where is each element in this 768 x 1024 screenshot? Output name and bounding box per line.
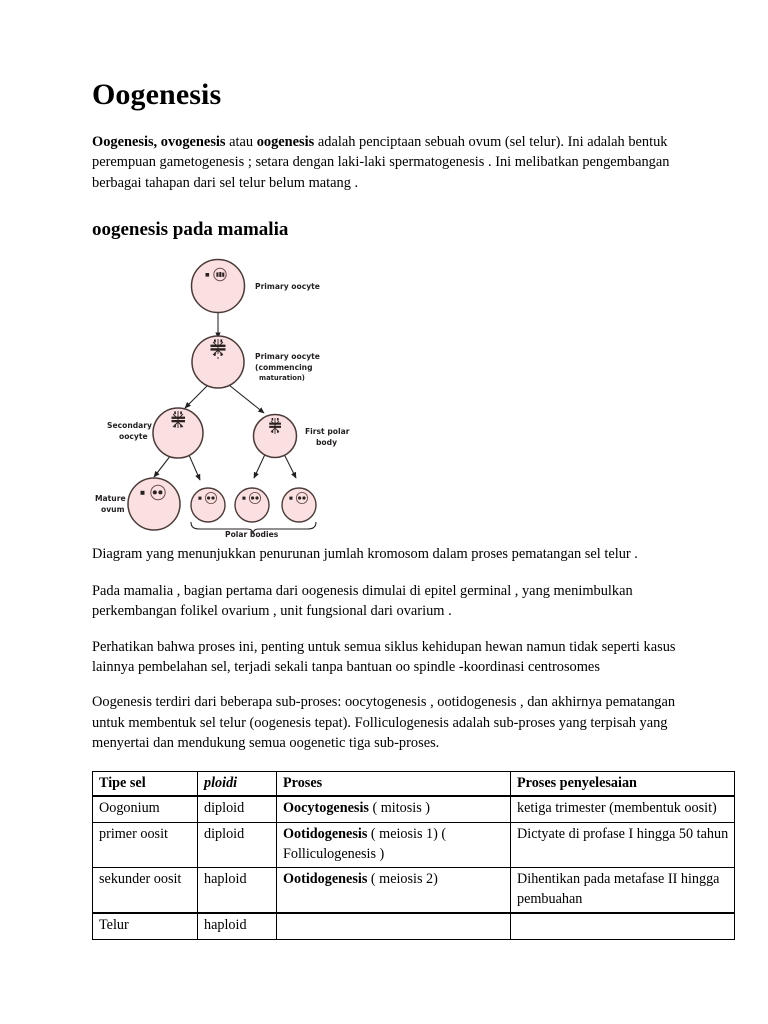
- label-secondary-oocyte-2: oocyte: [119, 432, 148, 442]
- label-primary-oocyte: Primary oocyte: [255, 282, 320, 292]
- cell-polar-body-1: [191, 488, 225, 522]
- cell-process-bold: Ootidogenesis: [283, 871, 368, 888]
- label-mature-ovum-1: Mature: [95, 494, 126, 504]
- label-first-polar-body-1: First polar: [305, 427, 350, 437]
- figure-caption: Diagram yang menunjukkan penurunan jumlah kromosom dalam proses pematangan sel telur .: [92, 546, 638, 563]
- cell-type: sekunder oosit: [93, 868, 198, 914]
- cell-completion: Dictyate di profase I hingga 50 tahun: [511, 822, 735, 867]
- label-primary-oocyte-maturing-2: (commencing: [255, 363, 313, 373]
- cell-process-bold: Ootidogenesis: [283, 825, 368, 842]
- oogenesis-diagram-figure: [92, 256, 686, 538]
- cell-stages-table-wrapper: [92, 771, 729, 940]
- label-polar-bodies: Polar bodies: [225, 530, 279, 539]
- cell-ploidy: diploid: [198, 796, 277, 822]
- oogenesis-diagram-svg: [92, 256, 686, 538]
- intro-rest: adalah penciptaan sebuah ovum (sel telur). Ini adalah bentuk perempuan gametogenesis ; setara dengan laki-laki spermatogenesis . Ini melibatkan pengembangan berbagai tahapan dari sel telur belum matang .: [92, 134, 670, 191]
- cell-process: [277, 822, 511, 867]
- table-body: [93, 796, 735, 939]
- cell-primary-oocyte: [192, 260, 245, 313]
- cell-polar-body-2: [235, 488, 269, 522]
- cell-mature-ovum: [128, 478, 180, 530]
- paragraph-3: Oogenesis terdiri dari beberapa sub-proses: oocytogenesis , ootidogenesis , dan akhirnya pematangan untuk membentuk sel telur (oogenesis tepat). Folliculogenesis adalah sub-proses yang terpisah yang menyertai dan mendukung semua oogenetic tiga sub-proses.: [92, 694, 676, 752]
- intro-bold-lead: Oogenesis, ovogenesis: [92, 134, 226, 150]
- column-header-proses: Proses: [277, 771, 511, 796]
- cell-completion: Dihentikan pada metafase II hingga pembuahan: [511, 868, 735, 914]
- table-row: [93, 868, 735, 914]
- table-row: [93, 796, 735, 822]
- cell-ploidy: haploid: [198, 868, 277, 914]
- cell-stages-table: [92, 771, 735, 940]
- label-first-polar-body-2: body: [316, 438, 338, 448]
- cell-ploidy: haploid: [198, 913, 277, 939]
- intro-mid: atau: [225, 134, 257, 150]
- cell-process: [277, 868, 511, 914]
- paragraph-2: Perhatikan bahwa proses ini, penting untuk semua siklus kehidupan hewan namun tidak seperti kasus lainnya pembelahan sel, terjadi sekali tanpa bantuan oo spindle -koordinasi centrosomes: [92, 638, 676, 675]
- intro-paragraph: [92, 132, 686, 193]
- label-primary-oocyte-maturing-1: Primary oocyte: [255, 352, 320, 362]
- label-mature-ovum-2: ovum: [101, 505, 125, 515]
- table-row: [93, 822, 735, 867]
- page-title: Oogenesis: [92, 78, 222, 111]
- cell-process-rest: ( meiosis 2): [367, 871, 438, 888]
- cell-secondary-oocyte: [153, 408, 203, 458]
- cell-process-bold: Oocytogenesis: [283, 800, 369, 817]
- paragraph-1: Pada mamalia , bagian pertama dari oogenesis dimulai di epitel germinal , yang menimbulkan perkembangan folikel ovarium , unit fungsional dari ovarium .: [92, 582, 633, 620]
- column-header-ploidi: ploidi: [198, 771, 277, 796]
- table-row: [93, 913, 735, 939]
- cell-primary-oocyte-maturing: [192, 336, 244, 388]
- column-header-tipe-sel: Tipe sel: [93, 771, 198, 796]
- label-secondary-oocyte-1: Secondary: [107, 421, 152, 431]
- cell-first-polar-body: [254, 415, 297, 458]
- column-header-proses-penyelesaian: Proses penyelesaian: [511, 771, 735, 796]
- label-primary-oocyte-maturing-3: maturation): [259, 374, 305, 383]
- cell-type: primer oosit: [93, 822, 198, 867]
- cell-type: Telur: [93, 913, 198, 939]
- table-header-row: [93, 771, 735, 796]
- cell-completion: ketiga trimester (membentuk oosit): [511, 796, 735, 822]
- cell-process: [277, 796, 511, 822]
- section-heading-mamalia: oogenesis pada mamalia: [92, 219, 289, 241]
- cell-process-rest: ( mitosis ): [368, 800, 430, 817]
- cell-polar-body-3: [282, 488, 316, 522]
- cell-process: [277, 913, 511, 939]
- cell-type: Oogonium: [93, 796, 198, 822]
- cell-ploidy: diploid: [198, 822, 277, 867]
- cell-process-rest: ( meiosis 1) ( Folliculogenesis ): [283, 825, 447, 862]
- cell-completion: [511, 913, 735, 939]
- table-head: [93, 771, 735, 796]
- document-content: [92, 78, 729, 940]
- intro-bold-second: oogenesis: [256, 134, 315, 150]
